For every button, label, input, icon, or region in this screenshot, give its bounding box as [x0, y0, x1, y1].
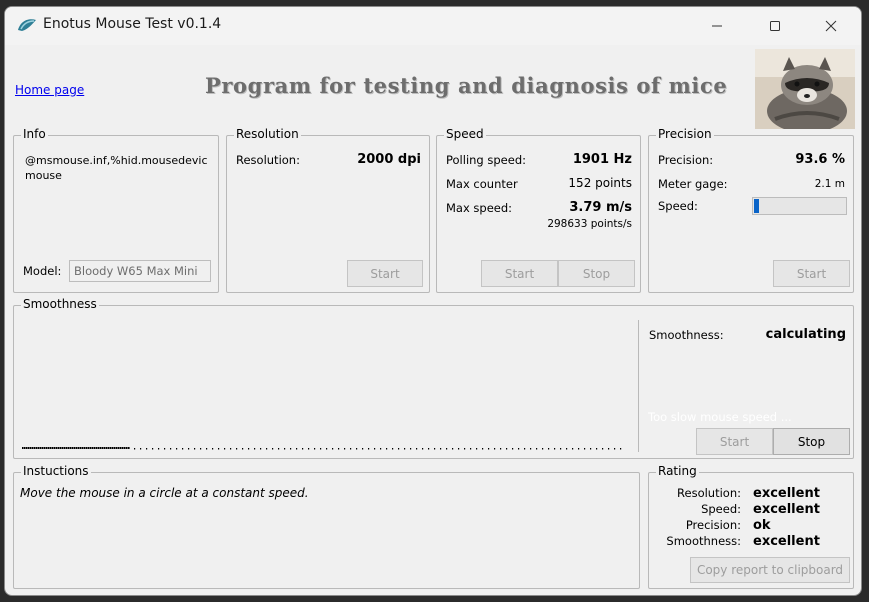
trace-dot [56, 447, 58, 449]
trace-dot [218, 448, 219, 450]
trace-dot [146, 448, 147, 450]
trace-dot [114, 447, 116, 449]
trace-dot [164, 448, 165, 450]
trace-dot [620, 448, 621, 450]
trace-dot [434, 448, 435, 450]
trace-dot [100, 447, 102, 449]
trace-dot [560, 448, 561, 450]
close-button[interactable] [803, 7, 859, 45]
title-bar[interactable] [5, 7, 861, 45]
trace-dot [602, 448, 603, 450]
precision-label: Precision: [658, 153, 714, 167]
trace-dot [494, 448, 495, 450]
trace-dot [116, 447, 118, 449]
trace-dot [518, 448, 519, 450]
info-group [13, 127, 219, 293]
trace-dot [584, 448, 585, 450]
trace-dot [194, 448, 195, 450]
rating-label: Resolution: [677, 486, 741, 500]
trace-dot [290, 448, 291, 450]
trace-dot [176, 448, 177, 450]
trace-dot [224, 448, 225, 450]
minimize-icon [711, 20, 723, 32]
trace-dot [536, 448, 537, 450]
precision-start-button[interactable]: Start [773, 260, 850, 287]
trace-dot [398, 448, 399, 450]
rating-row-smoothness [649, 534, 849, 550]
smoothness-divider [638, 320, 639, 452]
trace-dot [392, 448, 393, 450]
model-field[interactable]: Bloody W65 Max Mini [69, 260, 211, 282]
trace-dot [230, 448, 231, 450]
trace-dot [134, 448, 135, 450]
smoothness-value: calculating [765, 327, 846, 342]
trace-dot [58, 447, 60, 449]
trace-dot [76, 447, 78, 449]
trace-dot [272, 448, 273, 450]
resolution-start-button[interactable]: Start [347, 260, 423, 287]
model-label: Model: [23, 264, 62, 278]
trace-dot [70, 447, 72, 449]
window-title: Enotus Mouse Test v0.1.4 [43, 16, 222, 32]
max-speed-value: 3.79 m/s [569, 200, 632, 215]
trace-dot [62, 447, 64, 449]
rating-group-label: Rating [658, 464, 697, 478]
trace-dot [302, 448, 303, 450]
trace-dot [68, 447, 70, 449]
trace-dot [278, 448, 279, 450]
trace-dot [404, 448, 405, 450]
resolution-group [226, 127, 430, 293]
speed-progress-bar [752, 197, 847, 215]
trace-dot [120, 447, 122, 449]
rating-row-speed [649, 502, 849, 518]
trace-dot [84, 447, 86, 449]
trace-dot [46, 447, 48, 449]
trace-dot [78, 447, 80, 449]
maximize-button[interactable] [747, 7, 803, 45]
rating-row-precision [649, 518, 849, 534]
trace-dot [94, 447, 96, 449]
trace-dot [482, 448, 483, 450]
trace-dot [104, 447, 106, 449]
device-id-line2: mouse [25, 169, 62, 182]
smoothness-group-label: Smoothness [23, 297, 97, 311]
precision-value: 93.6 % [795, 152, 845, 167]
trace-dot [242, 448, 243, 450]
trace-dot [102, 447, 104, 449]
trace-dot [52, 447, 54, 449]
trace-dot [36, 447, 38, 449]
meter-gage-label: Meter gage: [658, 177, 728, 191]
trace-dot [106, 447, 108, 449]
app-window [4, 6, 862, 596]
trace-dot [110, 447, 112, 449]
rating-label: Precision: [685, 518, 741, 532]
trace-dot [416, 448, 417, 450]
trace-dot [54, 447, 56, 449]
trace-dot [446, 448, 447, 450]
trace-dot [212, 448, 213, 450]
trace-dot [572, 448, 573, 450]
trace-dot [578, 448, 579, 450]
meter-gage-value: 2.1 m [814, 178, 845, 190]
trace-dot [44, 447, 46, 449]
trace-dot [608, 448, 609, 450]
instructions-group-label: Instuctions [23, 464, 89, 478]
trace-dot [170, 448, 171, 450]
raccoon-photo [755, 49, 855, 129]
trace-dot [422, 448, 423, 450]
trace-dot [112, 447, 114, 449]
rating-group [648, 464, 854, 589]
maximize-icon [769, 20, 781, 32]
trace-dot [32, 447, 34, 449]
trace-dot [92, 447, 94, 449]
trace-dot [38, 447, 40, 449]
trace-dot [42, 447, 44, 449]
trace-dot [34, 447, 36, 449]
trace-dot [386, 448, 387, 450]
trace-dot [488, 448, 489, 450]
trace-dot [530, 448, 531, 450]
precision-speed-label: Speed: [658, 199, 698, 213]
minimize-button[interactable] [689, 7, 745, 45]
rating-label: Smoothness: [666, 534, 741, 548]
trace-dot [590, 448, 591, 450]
trace-dot [458, 448, 459, 450]
trace-dot [200, 448, 201, 450]
trace-dot [326, 448, 327, 450]
polling-speed-value: 1901 Hz [572, 152, 632, 167]
trace-dot [350, 448, 351, 450]
trace-dot [206, 448, 207, 450]
trace-dot [440, 448, 441, 450]
trace-dot [86, 447, 88, 449]
speed-group-label: Speed [446, 127, 484, 141]
close-icon [825, 20, 837, 32]
trace-dot [428, 448, 429, 450]
rating-label: Speed: [701, 502, 741, 516]
instructions-text: Move the mouse in a circle at a constant speed. [20, 486, 309, 500]
trace-dot [308, 448, 309, 450]
trace-dot [266, 448, 267, 450]
trace-dot [362, 448, 363, 450]
trace-dot [140, 448, 141, 450]
max-speed-points: 298633 points/s [547, 218, 632, 230]
trace-dot [542, 448, 543, 450]
smoothness-start-button[interactable]: Start [696, 428, 773, 455]
info-group-label: Info [23, 127, 46, 141]
device-id-line1: @msmouse.inf,%hid.mousedevic [25, 154, 208, 167]
trace-dot [158, 448, 159, 450]
trace-dot [554, 448, 555, 450]
trace-dot [284, 448, 285, 450]
smoothness-hint: Too slow mouse speed ... [648, 410, 792, 424]
trace-dot [500, 448, 501, 450]
trace-dot [512, 448, 513, 450]
trace-dot [88, 447, 90, 449]
trace-dot [80, 447, 82, 449]
max-counter-label: Max counter [446, 177, 518, 191]
speed-start-button[interactable]: Start [481, 260, 558, 287]
trace-dot [296, 448, 297, 450]
trace-dot [548, 448, 549, 450]
trace-dot [66, 447, 68, 449]
smoothness-label: Smoothness: [649, 328, 724, 342]
banner-title: Program for testing and diagnosis of mice [205, 73, 728, 98]
trace-dot [152, 448, 153, 450]
trace-dot [356, 448, 357, 450]
trace-dot [122, 447, 124, 449]
trace-dot [74, 447, 76, 449]
rating-value: ok [753, 518, 771, 533]
trace-dot [48, 447, 50, 449]
app-logo-icon [17, 17, 37, 33]
trace-dot [126, 447, 128, 449]
resolution-value: 2000 dpi [357, 152, 421, 167]
trace-dot [332, 448, 333, 450]
smoothness-stop-button[interactable]: Stop [773, 428, 850, 455]
smoothness-graph [20, 312, 632, 452]
trace-dot [30, 447, 32, 449]
trace-dot [22, 447, 24, 449]
trace-dot [82, 447, 84, 449]
trace-dot [96, 447, 98, 449]
trace-dot [374, 448, 375, 450]
trace-dot [60, 447, 62, 449]
trace-dot [614, 448, 615, 450]
trace-dot [338, 448, 339, 450]
resolution-label: Resolution: [236, 153, 300, 167]
trace-dot [118, 447, 120, 449]
rating-value: excellent [753, 486, 820, 501]
trace-dot [98, 447, 100, 449]
precision-group [648, 127, 854, 293]
rating-value: excellent [753, 502, 820, 517]
max-speed-label: Max speed: [446, 201, 513, 215]
precision-group-label: Precision [658, 127, 712, 141]
trace-dot [90, 447, 92, 449]
trace-dot [260, 448, 261, 450]
trace-dot [410, 448, 411, 450]
trace-dot [470, 448, 471, 450]
trace-dot [380, 448, 381, 450]
trace-dot [236, 448, 237, 450]
copy-report-button[interactable]: Copy report to clipboard [690, 557, 850, 583]
trace-dot [64, 447, 66, 449]
resolution-group-label: Resolution [236, 127, 299, 141]
trace-dot [506, 448, 507, 450]
trace-dot [40, 447, 42, 449]
trace-dot [344, 448, 345, 450]
trace-dot [108, 447, 110, 449]
trace-dot [182, 448, 183, 450]
trace-dot [476, 448, 477, 450]
trace-dot [124, 447, 126, 449]
speed-stop-button[interactable]: Stop [558, 260, 635, 287]
trace-dot [452, 448, 453, 450]
trace-dot [26, 447, 28, 449]
trace-dot [248, 448, 249, 450]
trace-dot [314, 448, 315, 450]
polling-speed-label: Polling speed: [446, 153, 527, 167]
trace-dot [188, 448, 189, 450]
trace-dot [368, 448, 369, 450]
rating-value: excellent [753, 534, 820, 549]
trace-dot [524, 448, 525, 450]
home-page-link[interactable]: Home page [15, 83, 85, 97]
smoothness-group [13, 297, 854, 459]
trace-dot [254, 448, 255, 450]
instructions-group [13, 464, 640, 589]
trace-dot [24, 447, 26, 449]
max-counter-value: 152 points [568, 176, 632, 190]
speed-group [436, 127, 641, 293]
trace-dot [596, 448, 597, 450]
trace-dot [28, 447, 30, 449]
trace-dot [50, 447, 52, 449]
trace-dot [566, 448, 567, 450]
speed-progress-fill [754, 199, 759, 213]
trace-dot [464, 448, 465, 450]
trace-dot [72, 447, 74, 449]
rating-row-resolution [649, 486, 849, 502]
trace-dot [320, 448, 321, 450]
trace-dot [128, 447, 130, 449]
